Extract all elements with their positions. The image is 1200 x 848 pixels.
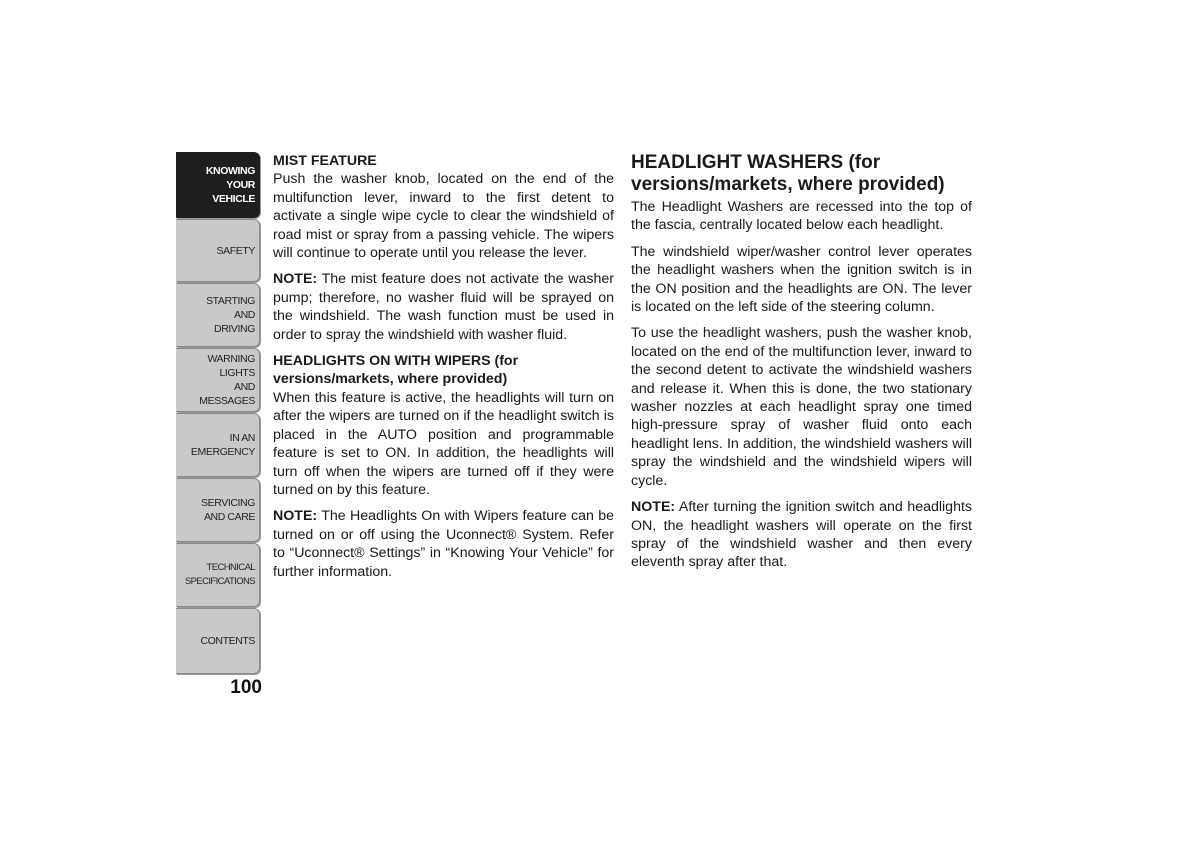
headlights-wipers-note	[273, 507, 614, 581]
headlight-washers-heading: HEADLIGHT WASHERS (for versions/markets, where provided)	[631, 152, 945, 195]
left-column	[273, 152, 614, 589]
tab-label: KNOWING YOUR VEHICLE	[205, 165, 255, 205]
tab-technical-specifications[interactable]	[176, 543, 260, 607]
tab-label: WARNING LIGHTS AND MESSAGES	[199, 353, 255, 407]
note-text: The mist feature does not activate the washer pump; therefore, no washer fluid will be sprayed on the windshield. The wash function must be used in order to spray the windshield with washer fluid.	[273, 271, 614, 343]
note-text: After turning the ignition switch and headlights ON, the headlight washers will operate on the first spray of the windshield washer and then every eleventh spray after that.	[631, 499, 972, 571]
tab-label: TECHNICAL SPECIFICATIONS	[184, 562, 255, 587]
tab-knowing-your-vehicle[interactable]	[176, 152, 260, 218]
note-label: NOTE:	[631, 499, 676, 516]
heading-line: HEADLIGHTS ON WITH WIPERS (for	[273, 353, 519, 370]
mist-feature-heading: MIST FEATURE	[273, 153, 377, 169]
mist-feature-body: Push the washer knob, located on the end of the multifunction lever, inward to the first detent to activate a single wipe cycle to clear the windshield of road mist or spray from a passing vehicle. The wipers will continue to operate until you release the lever.	[273, 171, 614, 262]
headlight-washers-para: The windshield wiper/washer control lever operates the headlight washers when the ignition switch is in the ON position and the headlights are ON. The lever is located on the left side of the steering column.	[631, 243, 972, 316]
mist-note	[273, 270, 614, 344]
tab-label: IN AN EMERGENCY	[190, 432, 255, 458]
headlights-wipers-heading	[273, 352, 614, 389]
heading-line: versions/markets, where provided)	[273, 371, 508, 388]
headlights-wipers-body: When this feature is active, the headlights will turn on after the wipers are turned on if the headlight switch is placed in the AUTO position and programmable feature is set to ON. In addition, the headlights will turn off when the wipers are turned off if they were turned on by this feature.	[273, 389, 614, 498]
tab-warning-lights-and-messages[interactable]	[176, 348, 260, 412]
page-number: 100	[230, 677, 262, 698]
headlight-washers-para: The Headlight Washers are recessed into the top of the fascia, centrally located below each headlight.	[631, 199, 972, 234]
tab-label: CONTENTS	[200, 635, 255, 647]
tab-label: SERVICING AND CARE	[201, 497, 255, 523]
headlight-washers-para: To use the headlight washers, push the washer knob, located on the end of the multifunction lever, inward to the second detent to activate the windshield washers and release it. When this is done, the two stationary washer nozzles at each headlight spray one timed high-pressure spray of washer fluid onto each headlight lens. In addition, the windshield washers will spray the windshield and the windshield wipers will cycle.	[631, 325, 972, 489]
tab-servicing-and-care[interactable]	[176, 478, 260, 542]
note-label: NOTE:	[273, 271, 318, 288]
tab-label: SAFETY	[216, 244, 255, 257]
tab-starting-and-driving[interactable]	[176, 283, 260, 347]
note-text: The Headlights On with Wipers feature can be turned on or off using the Uconnect® System. Refer to “Uconnect® Settings” in “Knowing Your Vehicle” for further information.	[273, 508, 614, 580]
tab-safety[interactable]	[176, 219, 260, 282]
tab-label: STARTING AND DRIVING	[206, 295, 255, 335]
tab-contents[interactable]	[176, 608, 260, 674]
tab-in-an-emergency[interactable]	[176, 413, 260, 477]
note-label: NOTE:	[273, 508, 318, 525]
headlight-washers-note	[631, 498, 972, 572]
right-column	[631, 152, 972, 580]
